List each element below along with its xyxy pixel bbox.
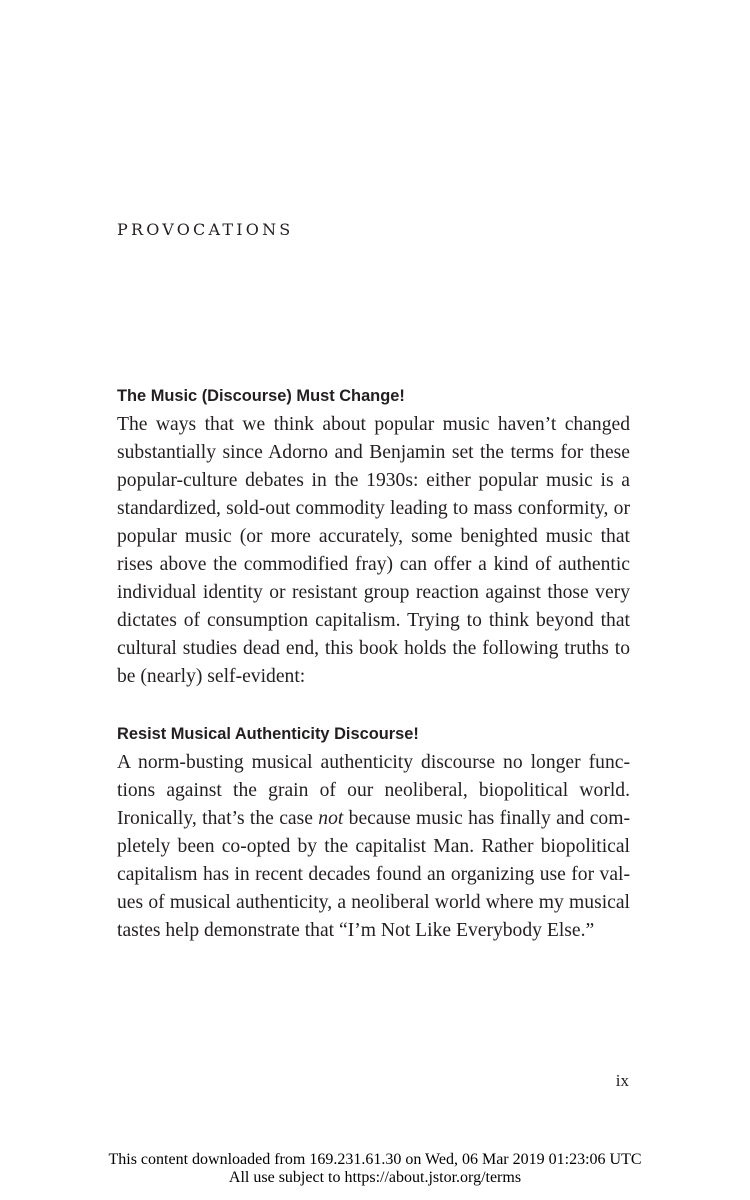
section-music-discourse — [117, 386, 630, 691]
section-heading: Resist Musical Authenticity Discourse! — [117, 725, 419, 743]
body-text: A norm-busting musical authenticity discourse no longer functions against the grain of our neoliberal, biopolitical world. Ironically, that’s the case — [117, 752, 630, 829]
page-number: ix — [615, 1071, 629, 1090]
download-footer — [0, 1151, 750, 1186]
footer-terms-line: All use subject to https://about.jstor.org/terms — [228, 1168, 522, 1186]
running-head: PROVOCATIONS — [117, 220, 294, 239]
body-text: because music has finally and completely been co-opted by the capitalist Man. Rather biopolitical capitalism has in recent decades found an organizing use for values of musical authenticity, a neoliberal world where my musical tastes help demonstrate that “I’m Not Like Everybody Else.” — [117, 808, 630, 941]
section-body — [117, 749, 630, 945]
italic-emphasis: not — [318, 808, 344, 829]
section-heading: The Music (Discourse) Must Change! — [117, 387, 405, 405]
footer-download-line: This content downloaded from 169.231.61.30 on Wed, 06 Mar 2019 01:23:06 UTC — [108, 1151, 642, 1168]
section-resist-authenticity — [117, 724, 630, 945]
section-body: The ways that we think about popular music haven’t changed substantially since Adorno and Benjamin set the terms for these popular-culture debates in the 1930s: either popular music is a standardized, sold-out commodity leading to mass conformity, or popular music (or more accurately, some benighted music that rises above the commodified fray) can offer a kind of authentic individual identity or resistant group reaction against those very dictates of consumption capitalism. Trying to think beyond that cultural studies dead end, this book holds the following truths to be (nearly) self-evident: — [117, 414, 630, 687]
